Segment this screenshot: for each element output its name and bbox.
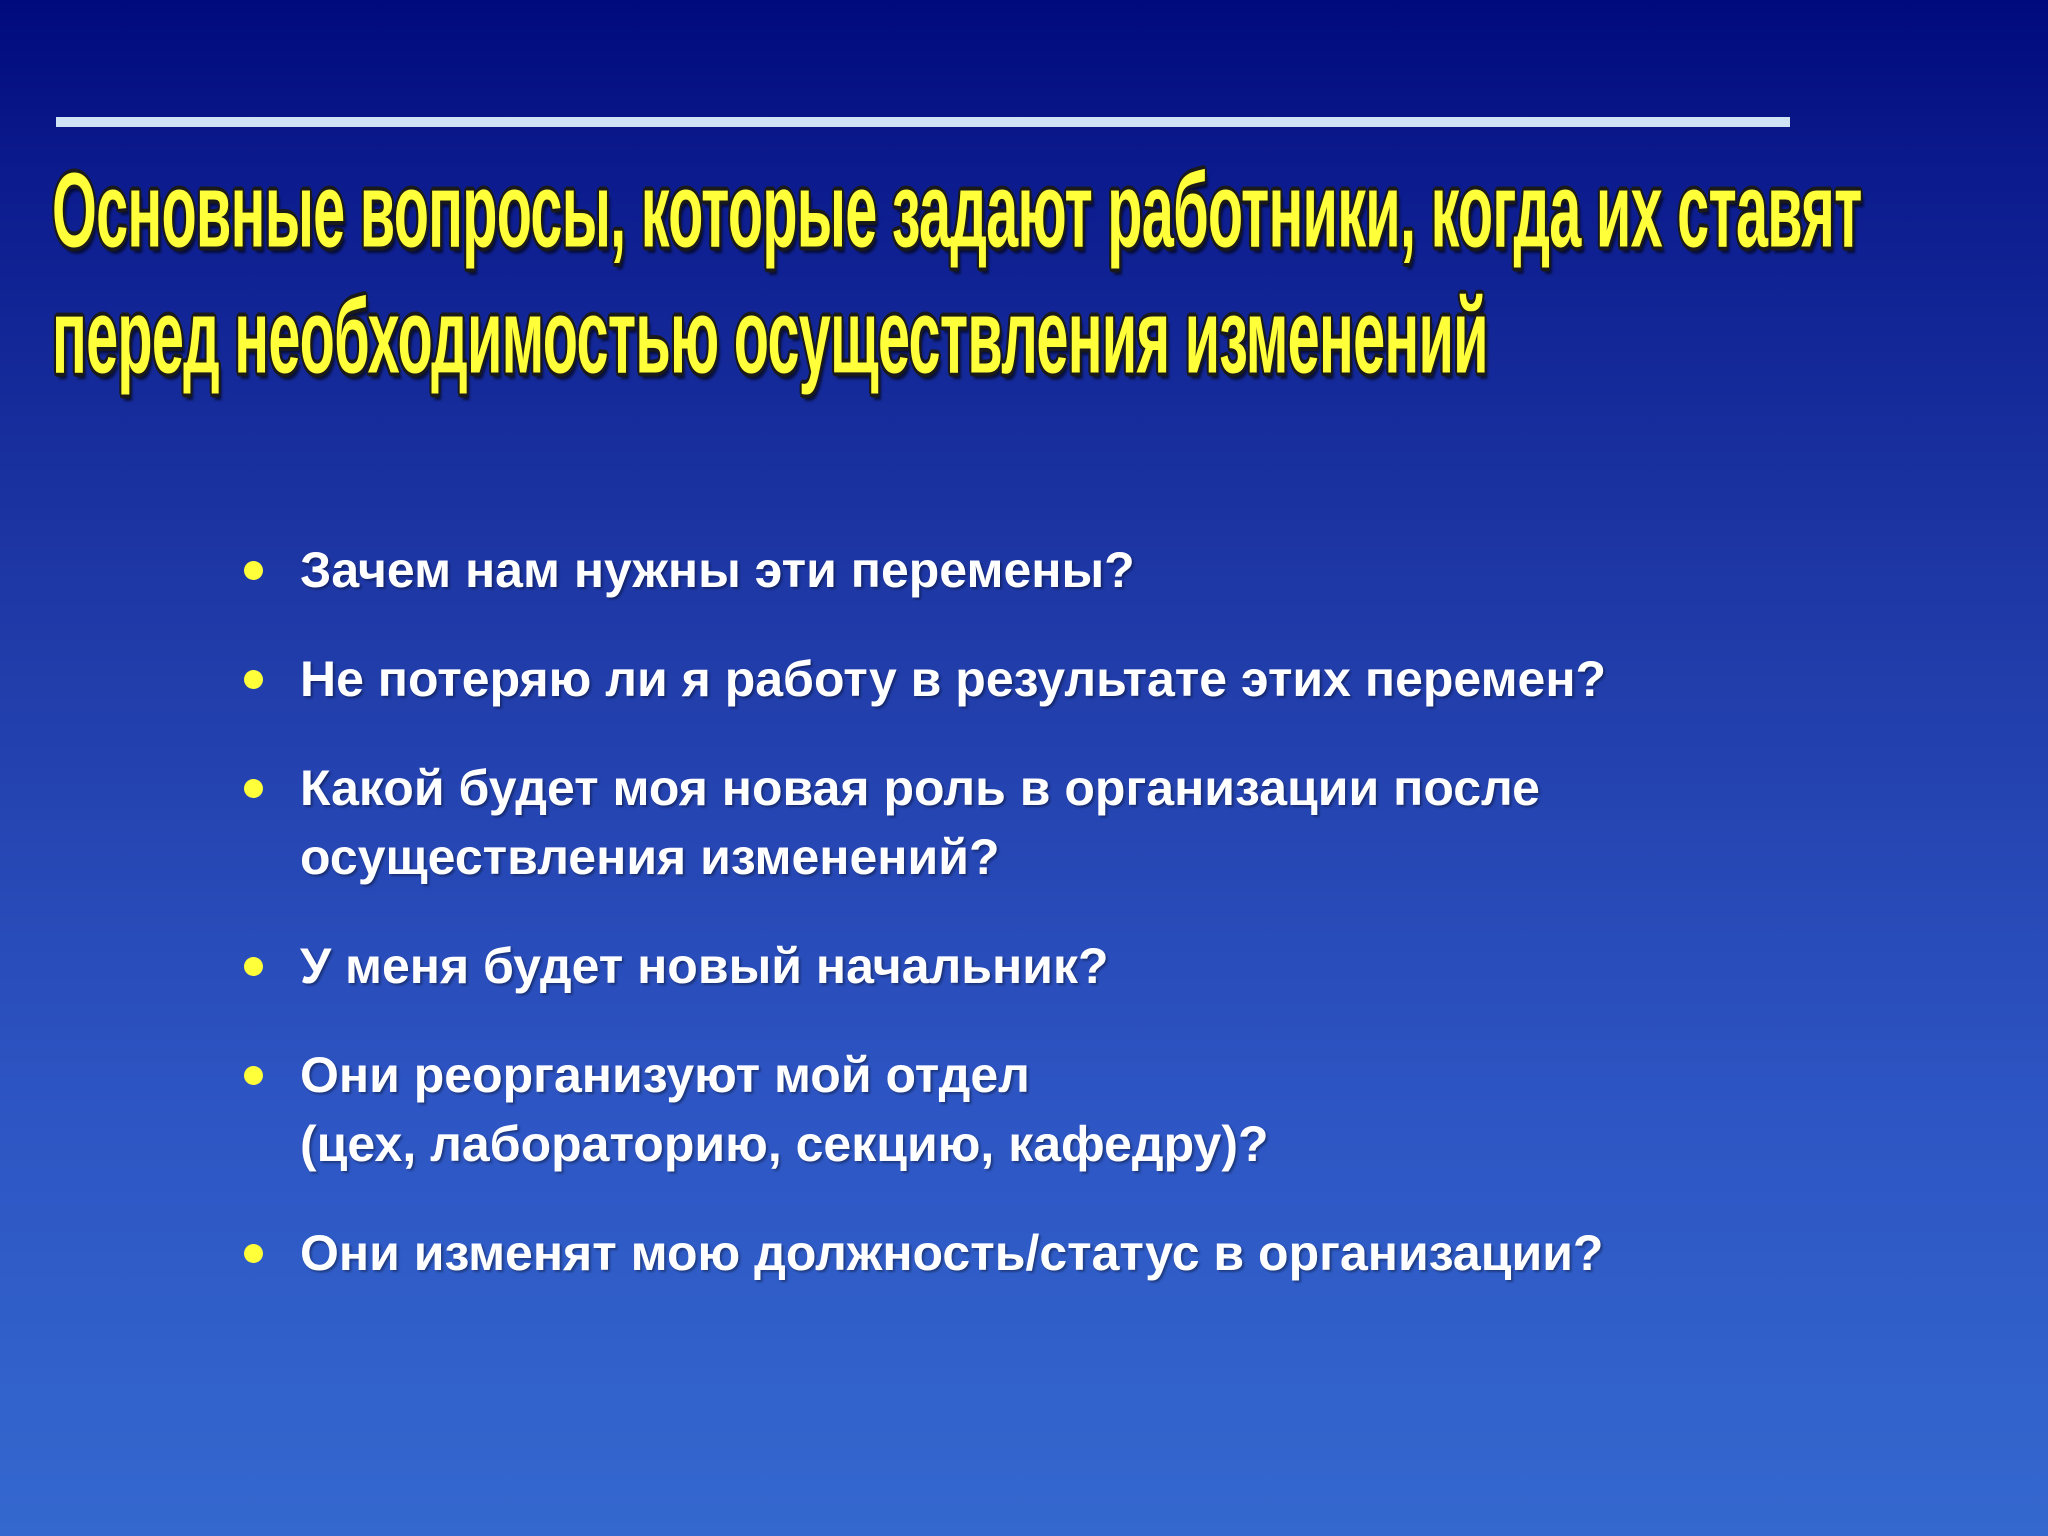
bullet-dot-icon xyxy=(244,1066,263,1085)
bullet-text xyxy=(300,932,1822,1001)
bullet-line: Какой будет моя новая роль в организации после xyxy=(300,760,1540,816)
bullet-line: Они реорганизуют мой отдел xyxy=(300,1047,1030,1103)
bullet-list xyxy=(242,536,1822,1328)
bullet-text xyxy=(300,536,1822,605)
slide-title-line: Основные вопросы, которые задают работники, когда их ставят xyxy=(52,151,1862,270)
slide-title xyxy=(52,148,1862,400)
bullet-item xyxy=(242,932,1822,1001)
bullet-line: Они изменят мою должность/статус в организации? xyxy=(300,1225,1604,1281)
bullet-dot-icon xyxy=(244,670,263,689)
bullet-text xyxy=(300,754,1822,892)
bullet-line: Не потеряю ли я работу в результате этих перемен? xyxy=(300,651,1607,707)
bullet-line: (цех, лабораторию, секцию, кафедру)? xyxy=(300,1116,1269,1172)
bullet-dot-icon xyxy=(244,779,263,798)
bullet-item xyxy=(242,536,1822,605)
title-divider xyxy=(56,117,1790,127)
bullet-dot-icon xyxy=(244,957,263,976)
bullet-item xyxy=(242,1219,1822,1288)
bullet-dot-icon xyxy=(244,1244,263,1263)
bullet-item xyxy=(242,1041,1822,1179)
bullet-item xyxy=(242,645,1822,714)
bullet-item xyxy=(242,754,1822,892)
bullet-text xyxy=(300,1041,1822,1179)
bullet-line: У меня будет новый начальник? xyxy=(300,938,1109,994)
bullet-text xyxy=(300,645,1822,714)
slide-title-line: перед необходимостью осуществления изменений xyxy=(52,277,1488,396)
bullet-line: осуществления изменений? xyxy=(300,829,1000,885)
bullet-line: Зачем нам нужны эти перемены? xyxy=(300,542,1135,598)
bullet-dot-icon xyxy=(244,561,263,580)
bullet-text xyxy=(300,1219,1822,1288)
